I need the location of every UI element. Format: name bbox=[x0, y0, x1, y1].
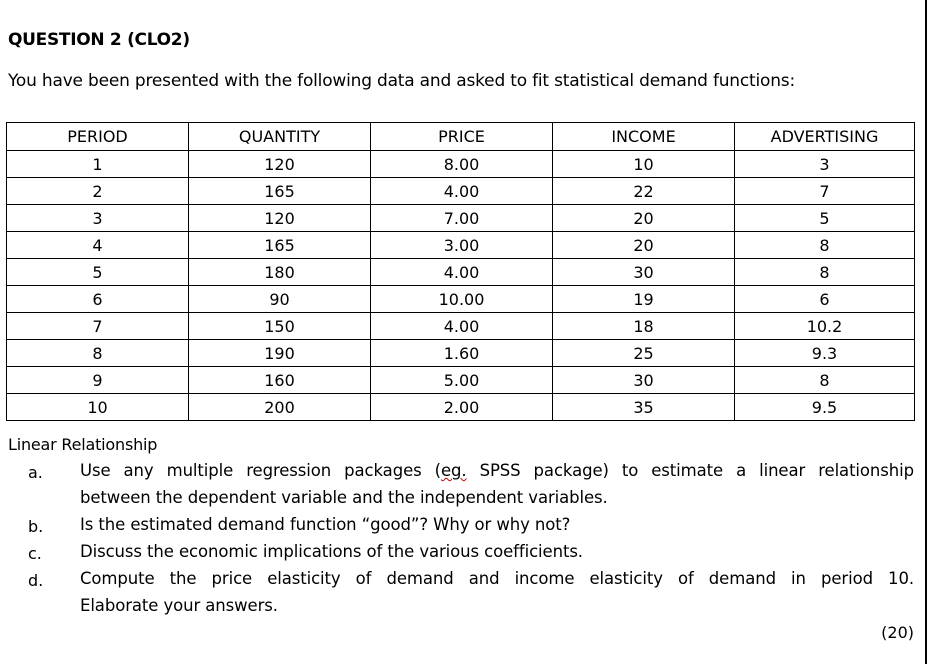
cell-period: 4 bbox=[7, 232, 189, 259]
question-letter: c. bbox=[28, 544, 42, 563]
cell-price: 10.00 bbox=[371, 286, 553, 313]
cell-advertising: 5 bbox=[735, 205, 915, 232]
question-title: QUESTION 2 (CLO2) bbox=[8, 30, 190, 50]
cell-period: 8 bbox=[7, 340, 189, 367]
cell-advertising: 8 bbox=[735, 367, 915, 394]
question-a-line-1 bbox=[80, 461, 914, 480]
cell-income: 30 bbox=[553, 367, 735, 394]
page-right-border bbox=[925, 0, 927, 664]
cell-quantity: 120 bbox=[189, 151, 371, 178]
marks-label: (20) bbox=[881, 623, 914, 642]
table-row bbox=[7, 367, 915, 394]
cell-price: 5.00 bbox=[371, 367, 553, 394]
cell-income: 22 bbox=[553, 178, 735, 205]
cell-period: 1 bbox=[7, 151, 189, 178]
table-row bbox=[7, 232, 915, 259]
cell-quantity: 90 bbox=[189, 286, 371, 313]
question-letter: d. bbox=[28, 571, 44, 590]
table-row bbox=[7, 259, 915, 286]
table-body bbox=[7, 151, 915, 421]
cell-price: 7.00 bbox=[371, 205, 553, 232]
cell-advertising: 9.5 bbox=[735, 394, 915, 421]
cell-quantity: 200 bbox=[189, 394, 371, 421]
question-d-line-2: Elaborate your answers. bbox=[80, 596, 278, 615]
cell-price: 1.60 bbox=[371, 340, 553, 367]
cell-advertising: 10.2 bbox=[735, 313, 915, 340]
question-a-line-2: between the dependent variable and the independent variables. bbox=[80, 488, 608, 507]
cell-advertising: 8 bbox=[735, 232, 915, 259]
cell-quantity: 150 bbox=[189, 313, 371, 340]
cell-price: 4.00 bbox=[371, 178, 553, 205]
cell-period: 10 bbox=[7, 394, 189, 421]
data-table bbox=[6, 122, 915, 421]
question-c-line-1: Discuss the economic implications of the various coefficients. bbox=[80, 542, 583, 561]
cell-period: 7 bbox=[7, 313, 189, 340]
cell-advertising: 9.3 bbox=[735, 340, 915, 367]
cell-price: 2.00 bbox=[371, 394, 553, 421]
question-a-text-2: SPSS package) to estimate a linear relationship bbox=[466, 461, 914, 480]
cell-price: 8.00 bbox=[371, 151, 553, 178]
table-row bbox=[7, 178, 915, 205]
spellcheck-flagged-word: eg. bbox=[440, 461, 467, 480]
question-a-text-1: Use any multiple regression packages ( bbox=[80, 461, 441, 480]
cell-income: 30 bbox=[553, 259, 735, 286]
cell-advertising: 6 bbox=[735, 286, 915, 313]
table-row bbox=[7, 313, 915, 340]
cell-quantity: 160 bbox=[189, 367, 371, 394]
header-period: PERIOD bbox=[7, 123, 189, 151]
header-income: INCOME bbox=[553, 123, 735, 151]
header-price: PRICE bbox=[371, 123, 553, 151]
cell-advertising: 8 bbox=[735, 259, 915, 286]
table-row bbox=[7, 340, 915, 367]
cell-quantity: 165 bbox=[189, 232, 371, 259]
cell-period: 5 bbox=[7, 259, 189, 286]
cell-quantity: 180 bbox=[189, 259, 371, 286]
cell-income: 35 bbox=[553, 394, 735, 421]
question-letter: b. bbox=[28, 517, 44, 536]
cell-price: 3.00 bbox=[371, 232, 553, 259]
cell-price: 4.00 bbox=[371, 313, 553, 340]
cell-period: 6 bbox=[7, 286, 189, 313]
cell-quantity: 190 bbox=[189, 340, 371, 367]
table-row bbox=[7, 151, 915, 178]
cell-income: 20 bbox=[553, 232, 735, 259]
question-d-line-1: Compute the price elasticity of demand and income elasticity of demand in period 10. bbox=[80, 569, 914, 588]
question-letter: a. bbox=[28, 463, 43, 482]
cell-advertising: 3 bbox=[735, 151, 915, 178]
table-row bbox=[7, 205, 915, 232]
cell-period: 3 bbox=[7, 205, 189, 232]
table-row bbox=[7, 394, 915, 421]
cell-advertising: 7 bbox=[735, 178, 915, 205]
cell-income: 20 bbox=[553, 205, 735, 232]
cell-period: 9 bbox=[7, 367, 189, 394]
question-intro: You have been presented with the following data and asked to fit statistical demand functions: bbox=[8, 71, 795, 91]
cell-income: 10 bbox=[553, 151, 735, 178]
header-advertising: ADVERTISING bbox=[735, 123, 915, 151]
section-label: Linear Relationship bbox=[8, 435, 158, 454]
cell-income: 19 bbox=[553, 286, 735, 313]
cell-income: 25 bbox=[553, 340, 735, 367]
cell-quantity: 165 bbox=[189, 178, 371, 205]
table-header-row bbox=[7, 123, 915, 151]
header-quantity: QUANTITY bbox=[189, 123, 371, 151]
question-b-line-1: Is the estimated demand function “good”? Why or why not? bbox=[80, 515, 571, 534]
cell-quantity: 120 bbox=[189, 205, 371, 232]
table-row bbox=[7, 286, 915, 313]
cell-income: 18 bbox=[553, 313, 735, 340]
cell-period: 2 bbox=[7, 178, 189, 205]
cell-price: 4.00 bbox=[371, 259, 553, 286]
